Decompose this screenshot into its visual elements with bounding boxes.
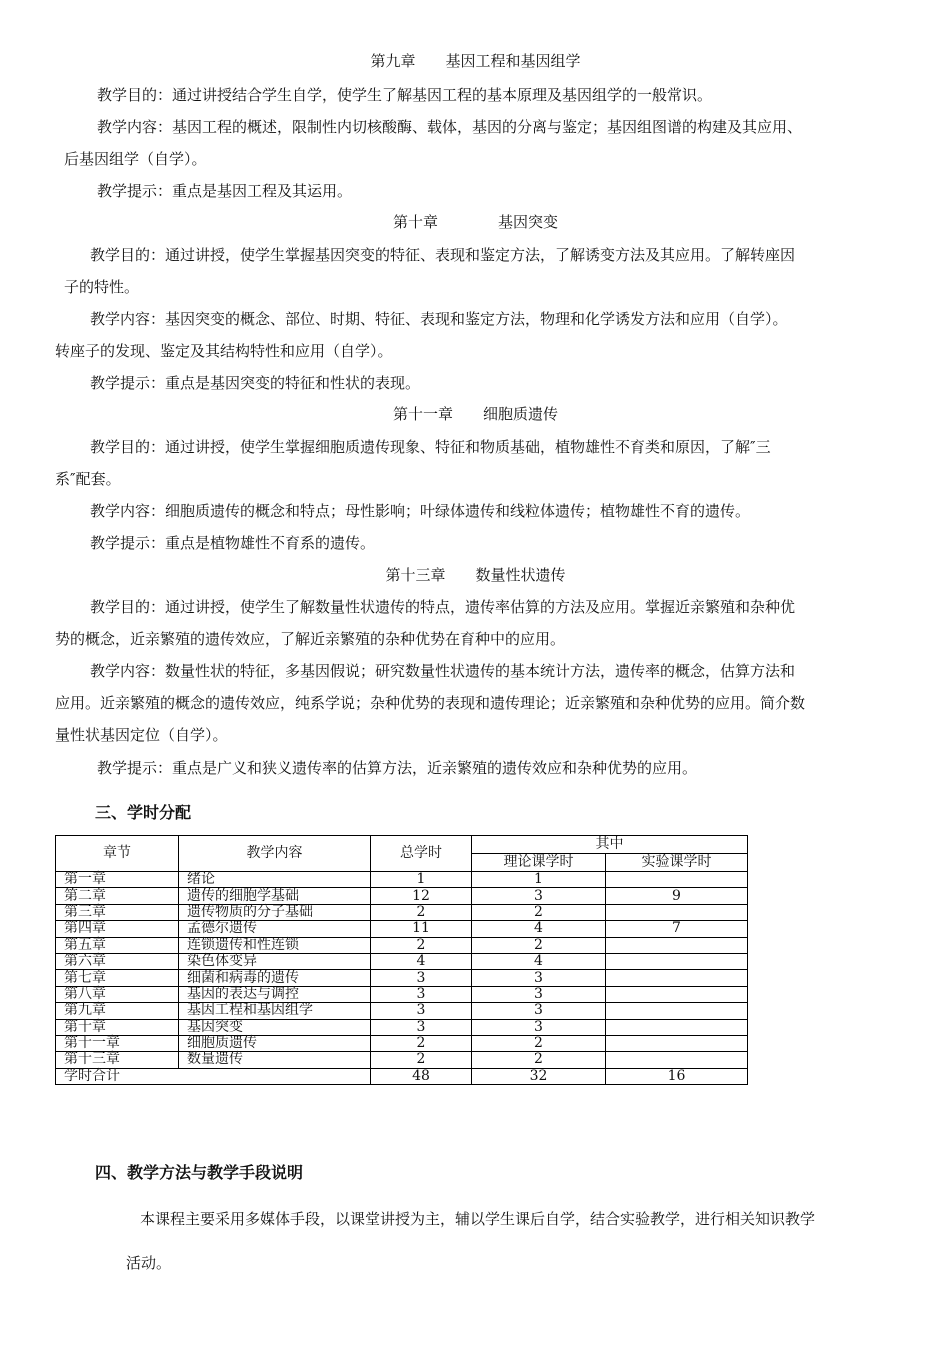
chapter10-aim-cont: 子的特性。 (64, 278, 140, 296)
row-lab: 9 (606, 888, 748, 904)
section3-heading: 三、学时分配 (95, 803, 192, 822)
chapter13-content-cont1: 应用。近亲繁殖的概念的遗传效应，纯系学说；杂种优势的表现和遗传理论；近亲繁殖和杂种优势的应用。简介数 (55, 694, 806, 712)
chapter10-content: 教学内容：基因突变的概念、部位、时期、特征、表现和鉴定方法，物理和化学诱发方法和应用（自学）。 (90, 310, 788, 328)
row-content: 染色体变异 (179, 953, 371, 969)
row-lab (606, 1035, 748, 1051)
row-content: 数量遗传 (179, 1052, 371, 1068)
row-total: 2 (371, 904, 472, 920)
header-among: 其中 (472, 836, 748, 854)
table-row (56, 1003, 748, 1019)
row-theory: 2 (472, 1035, 606, 1051)
table-row (56, 953, 748, 969)
row-chapter: 第一章 (56, 872, 179, 888)
total-label: 学时合计 (56, 1068, 371, 1084)
row-theory: 4 (472, 921, 606, 937)
row-lab (606, 953, 748, 969)
chapter11-title: 第十一章 细胞质遗传 (392, 405, 558, 423)
chapter13-content: 教学内容：数量性状的特征，多基因假说；研究数量性状遗传的基本统计方法，遗传率的概念，估算方法和 (90, 662, 796, 680)
header-total: 总学时 (371, 836, 472, 872)
row-lab (606, 986, 748, 1002)
chapter13-title: 第十三章 数量性状遗传 (385, 566, 566, 584)
table-row (56, 904, 748, 920)
row-chapter: 第八章 (56, 986, 179, 1002)
row-chapter: 第十一章 (56, 1035, 179, 1051)
table-row (56, 937, 748, 953)
chapter10-aim: 教学目的：通过讲授，使学生掌握基因突变的特征、表现和鉴定方法，了解诱变方法及其应用。了解转座因 (90, 246, 796, 264)
header-content: 教学内容 (179, 836, 371, 872)
row-content: 基因突变 (179, 1019, 371, 1035)
row-chapter: 第四章 (56, 921, 179, 937)
row-total: 11 (371, 921, 472, 937)
table-row (56, 1035, 748, 1051)
row-total: 12 (371, 888, 472, 904)
chapter10-hint: 教学提示：重点是基因突变的特征和性状的表现。 (90, 374, 421, 392)
section4-paragraph: 本课程主要采用多媒体手段，以课堂讲授为主，辅以学生课后自学，结合实验教学，进行相关知识教学 (140, 1210, 816, 1228)
row-total: 3 (371, 986, 472, 1002)
table-total-row (56, 1068, 748, 1084)
row-chapter: 第五章 (56, 937, 179, 953)
table-row (56, 970, 748, 986)
row-lab (606, 970, 748, 986)
chapter13-aim-cont: 势的概念，近亲繁殖的遗传效应，了解近亲繁殖的杂种优势在育种中的应用。 (55, 630, 566, 648)
chapter9-content: 教学内容：基因工程的概述，限制性内切核酸酶、载体，基因的分离与鉴定；基因组图谱的构建及其应用、 (97, 118, 803, 136)
section4-paragraph-cont: 活动。 (126, 1254, 172, 1272)
chapter11-aim-cont: 系″配套。 (55, 470, 121, 488)
table-row (56, 921, 748, 937)
header-chapter: 章节 (56, 836, 179, 872)
chapter13-aim: 教学目的：通过讲授，使学生了解数量性状遗传的特点，遗传率估算的方法及应用。掌握近亲繁殖和杂种优 (90, 598, 796, 616)
row-lab (606, 872, 748, 888)
row-total: 2 (371, 937, 472, 953)
row-chapter: 第七章 (56, 970, 179, 986)
total-lab: 16 (606, 1068, 748, 1084)
row-theory: 3 (472, 888, 606, 904)
chapter11-content: 教学内容：细胞质遗传的概念和特点；母性影响；叶绿体遗传和线粒体遗传；植物雄性不育的遗传。 (90, 502, 751, 520)
row-theory: 3 (472, 970, 606, 986)
chapter13-content-cont2: 量性状基因定位（自学）。 (55, 726, 228, 744)
row-chapter: 第二章 (56, 888, 179, 904)
row-chapter: 第三章 (56, 904, 179, 920)
row-content: 连锁遗传和性连锁 (179, 937, 371, 953)
total-hours: 48 (371, 1068, 472, 1084)
row-total: 3 (371, 1019, 472, 1035)
chapter9-content-cont: 后基因组学（自学）。 (64, 150, 207, 168)
row-theory: 3 (472, 986, 606, 1002)
row-chapter: 第九章 (56, 1003, 179, 1019)
row-chapter: 第六章 (56, 953, 179, 969)
row-content: 孟德尔遗传 (179, 921, 371, 937)
row-total: 2 (371, 1052, 472, 1068)
header-theory: 理论课学时 (472, 854, 606, 872)
chapter11-hint: 教学提示：重点是植物雄性不育系的遗传。 (90, 534, 376, 552)
row-lab (606, 904, 748, 920)
chapter10-title: 第十章 基因突变 (392, 213, 558, 231)
row-chapter: 第十章 (56, 1019, 179, 1035)
row-chapter: 第十三章 (56, 1052, 179, 1068)
row-lab (606, 1019, 748, 1035)
row-total: 1 (371, 872, 472, 888)
chapter10-content-cont: 转座子的发现、鉴定及其结构特性和应用（自学）。 (55, 342, 393, 360)
table-row (56, 986, 748, 1002)
row-lab: 7 (606, 921, 748, 937)
table-row (56, 1052, 748, 1068)
row-lab (606, 1003, 748, 1019)
row-theory: 2 (472, 937, 606, 953)
row-content: 遗传物质的分子基础 (179, 904, 371, 920)
section4-heading: 四、教学方法与教学手段说明 (95, 1163, 304, 1182)
row-content: 基因工程和基因组学 (179, 1003, 371, 1019)
row-lab (606, 937, 748, 953)
row-theory: 4 (472, 953, 606, 969)
header-lab: 实验课学时 (606, 854, 748, 872)
row-total: 3 (371, 970, 472, 986)
hours-allocation-table (55, 835, 748, 1085)
row-theory: 2 (472, 904, 606, 920)
table-row (56, 888, 748, 904)
row-theory: 2 (472, 1052, 606, 1068)
row-total: 3 (371, 1003, 472, 1019)
chapter9-hint: 教学提示：重点是基因工程及其运用。 (97, 182, 353, 200)
row-total: 2 (371, 1035, 472, 1051)
row-content: 细胞质遗传 (179, 1035, 371, 1051)
chapter11-aim: 教学目的：通过讲授，使学生掌握细胞质遗传现象、特征和物质基础，植物雄性不育类和原因，了解″三 (90, 438, 771, 456)
row-content: 绪论 (179, 872, 371, 888)
row-theory: 3 (472, 1019, 606, 1035)
chapter13-hint: 教学提示：重点是广义和狭义遗传率的估算方法，近亲繁殖的遗传效应和杂种优势的应用。 (97, 759, 698, 777)
chapter9-title: 第九章 基因工程和基因组学 (370, 52, 581, 70)
row-theory: 1 (472, 872, 606, 888)
row-content: 细菌和病毒的遗传 (179, 970, 371, 986)
row-content: 基因的表达与调控 (179, 986, 371, 1002)
total-theory: 32 (472, 1068, 606, 1084)
row-content: 遗传的细胞学基础 (179, 888, 371, 904)
row-total: 4 (371, 953, 472, 969)
table-row (56, 872, 748, 888)
row-theory: 3 (472, 1003, 606, 1019)
row-lab (606, 1052, 748, 1068)
table-row (56, 1019, 748, 1035)
chapter9-aim: 教学目的：通过讲授结合学生自学，使学生了解基因工程的基本原理及基因组学的一般常识。 (97, 86, 713, 104)
